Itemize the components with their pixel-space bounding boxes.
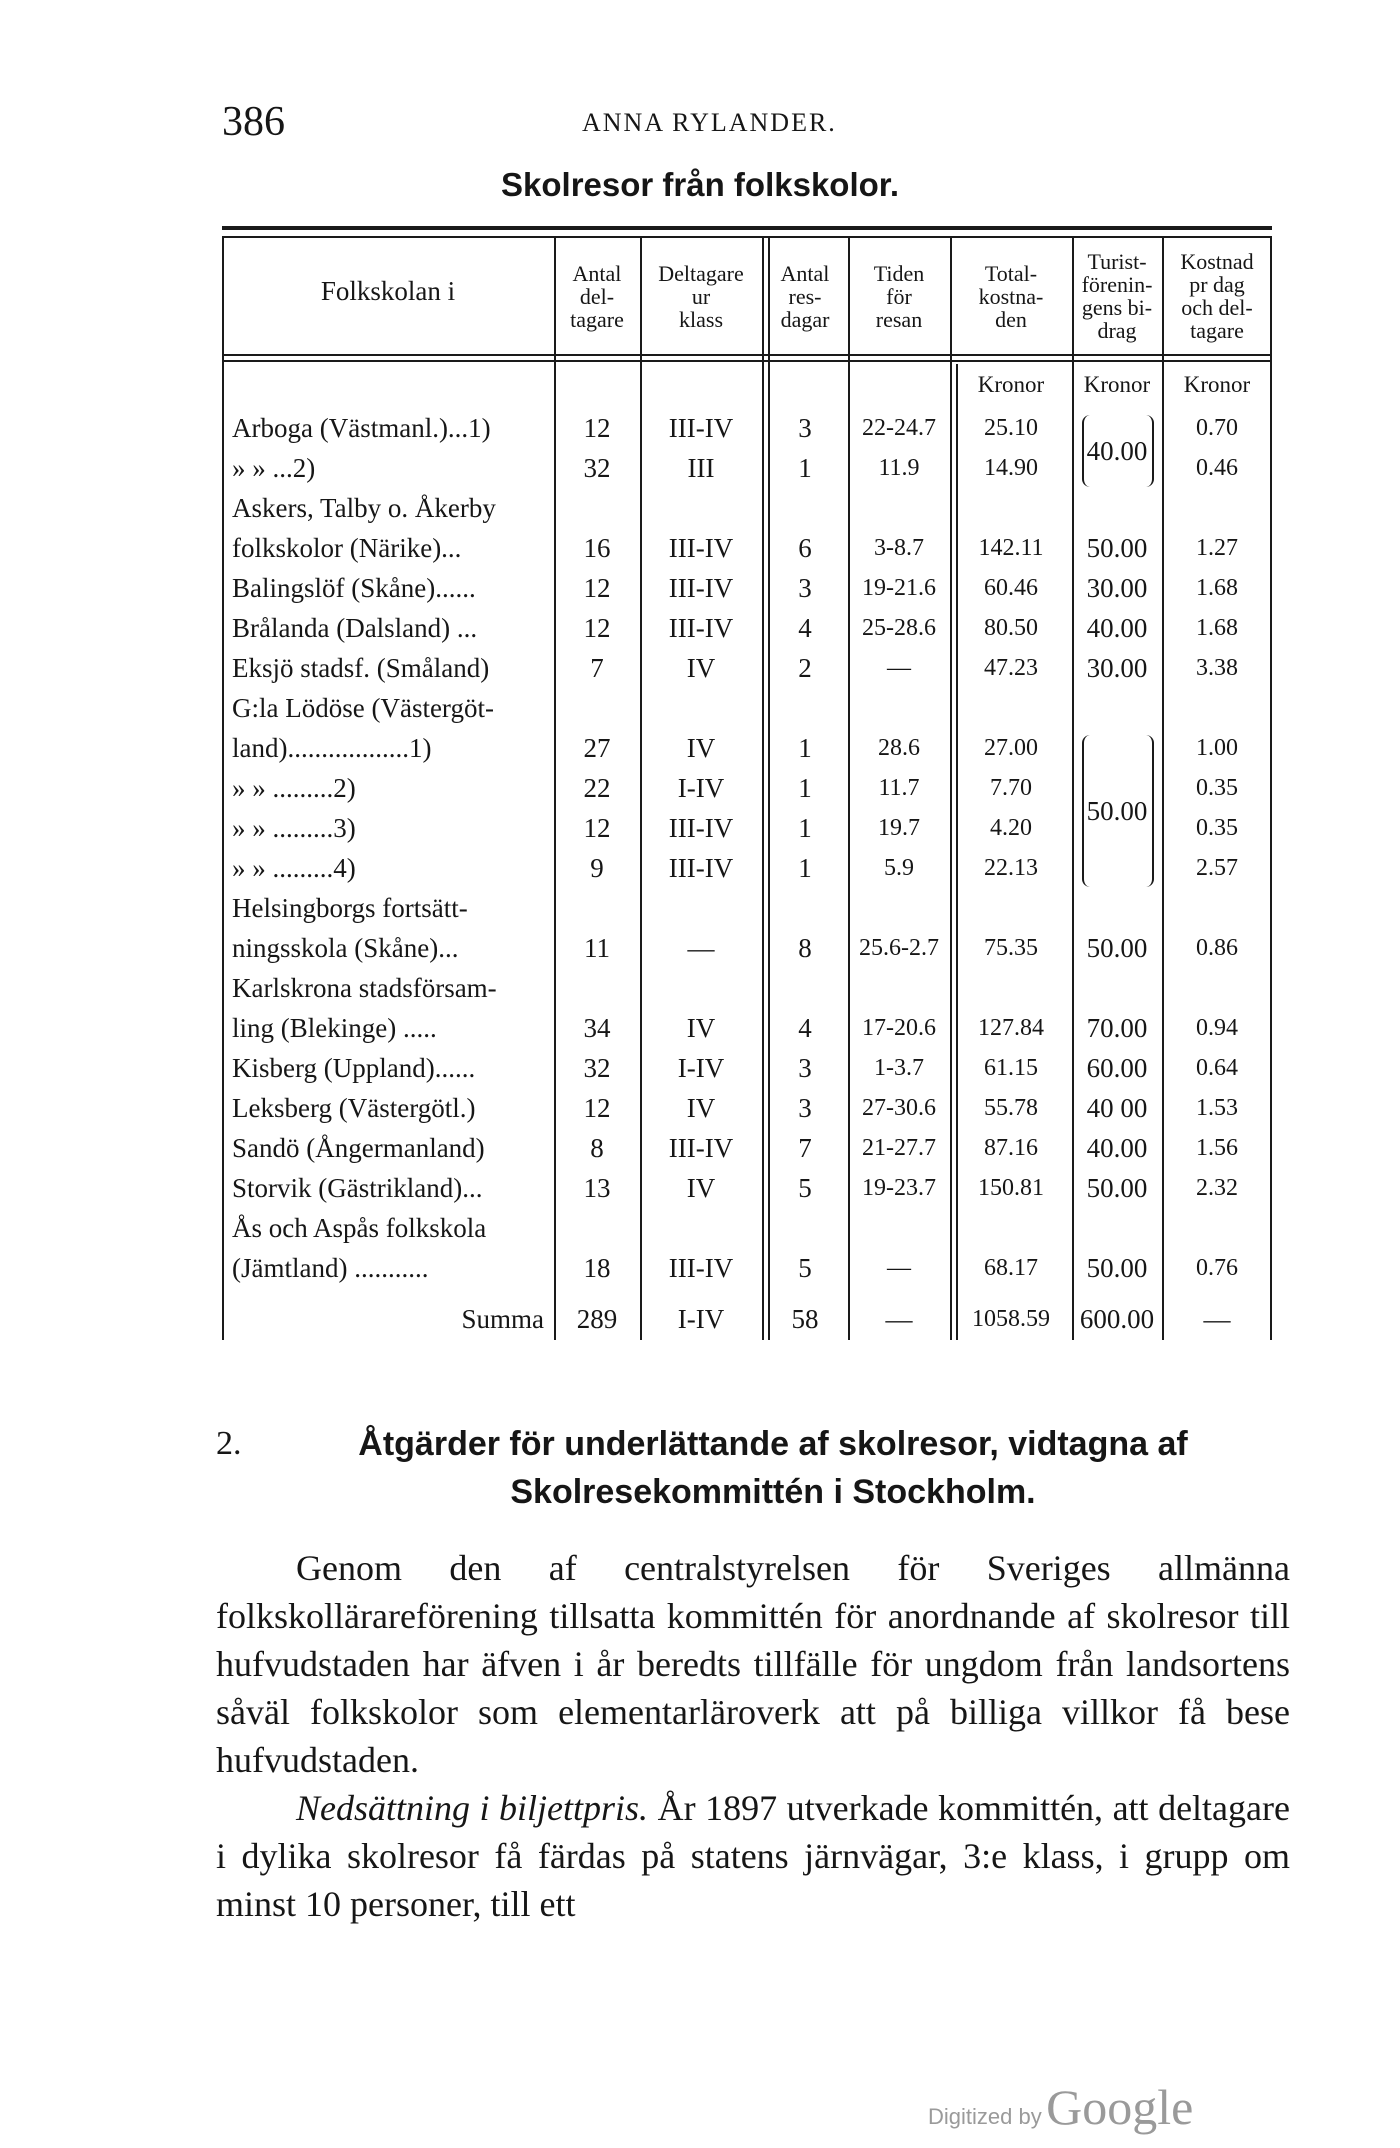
cell-tiden: 3-8.7	[874, 535, 924, 561]
school-name: Balingslöf (Skåne)......	[232, 573, 476, 603]
cell-antal: 13	[583, 1173, 611, 1203]
cell-total: 68.17	[984, 1255, 1038, 1281]
cell-dagar: 3	[798, 573, 812, 603]
section-heading	[216, 1420, 1290, 1516]
cell-tiden: 22-24.7	[862, 415, 936, 441]
cell-tiden: 21-27.7	[862, 1135, 936, 1161]
cell-klass: III-IV	[668, 813, 734, 843]
cell-kostnad: 1.68	[1196, 615, 1238, 641]
brace-right	[1142, 735, 1154, 887]
cell-total: 142.11	[978, 535, 1044, 561]
cell-kostnad: 1.56	[1196, 1135, 1238, 1161]
column-header: Folkskolan i	[320, 276, 456, 306]
header-bottom-rule	[222, 354, 1272, 356]
cell-dagar: 6	[798, 533, 812, 563]
cell-total: 87.16	[984, 1135, 1038, 1161]
cell-klass: III-IV	[668, 853, 734, 883]
cell-klass: III-IV	[668, 533, 734, 563]
cell-klass: IV	[686, 653, 716, 683]
school-name: Storvik (Gästrikland)...	[232, 1173, 483, 1203]
cell-total: 127.84	[978, 1015, 1044, 1041]
header-bottom-rule-2	[222, 360, 1272, 362]
cell-antal: 12	[583, 1093, 611, 1123]
cell-klass: IV	[686, 1093, 716, 1123]
cell-total: 61.15	[984, 1055, 1038, 1081]
school-name: ling (Blekinge) .....	[232, 1013, 437, 1043]
cell-kostnad: 0.46	[1196, 455, 1238, 481]
summary-klass: I-IV	[677, 1304, 725, 1334]
school-name: Kisberg (Uppland)......	[232, 1053, 476, 1083]
cell-total: 22.13	[984, 855, 1038, 881]
school-name: Brålanda (Dalsland) ...	[232, 613, 478, 643]
cell-dagar: 3	[798, 1053, 812, 1083]
cell-kostnad: 0.76	[1196, 1255, 1238, 1281]
section-number: 2.	[216, 1425, 242, 1462]
cell-antal: 27	[583, 733, 611, 763]
cell-klass: —	[687, 933, 715, 963]
cell-tiden: 17-20.6	[862, 1015, 936, 1041]
cell-dagar: 4	[798, 613, 812, 643]
cell-total: 25.10	[984, 415, 1038, 441]
cell-dagar: 1	[798, 773, 812, 803]
table-title: Skolresor från folkskolor.	[501, 166, 899, 203]
paragraph-2-lead: Nedsättning i biljettpris.	[296, 1788, 649, 1828]
cell-bidrag: 50.00	[1086, 933, 1148, 963]
unit-label: Kronor	[977, 372, 1045, 397]
cell-tiden: 19-21.6	[862, 575, 936, 601]
running-head: ANNA RYLANDER.	[582, 108, 837, 137]
cell-bidrag: 30.00	[1086, 653, 1148, 683]
cell-kostnad: 2.57	[1196, 855, 1238, 881]
cell-tiden: 11.9	[878, 455, 920, 481]
cell-kostnad: 0.35	[1196, 815, 1238, 841]
cell-total: 150.81	[978, 1175, 1044, 1201]
cell-antal: 12	[583, 613, 611, 643]
cell-tiden: 11.7	[878, 775, 920, 801]
school-name: ningsskola (Skåne)...	[232, 933, 459, 963]
cell-total: 14.90	[984, 455, 1038, 481]
brace-right	[1142, 415, 1154, 487]
cell-antal: 12	[583, 413, 611, 443]
table-top-rule	[222, 226, 1272, 230]
summary-bidrag: 600.00	[1079, 1304, 1155, 1334]
column-header: Tiden för resan	[873, 261, 925, 332]
school-name: » » .........4)	[232, 853, 356, 883]
digitized-watermark	[928, 2078, 1193, 2136]
paragraph-2-text: År 1897 utverkade kommittén, att deltagare i dylika skolresor få färdas på statens järnvägar, 3:e klass, i grupp om minst 10 personer, till ett	[216, 1788, 1290, 1924]
cell-dagar: 5	[798, 1173, 812, 1203]
school-name: » » .........3)	[232, 813, 356, 843]
cell-tiden: —	[887, 655, 911, 681]
cell-bidrag: 40.00	[1086, 613, 1148, 643]
cell-bidrag: 50.00	[1086, 533, 1148, 563]
cell-dagar: 1	[798, 453, 812, 483]
summary-label: Summa	[461, 1304, 544, 1334]
unit-label: Kronor	[1083, 372, 1151, 397]
unit-label: Kronor	[1183, 372, 1251, 397]
cell-bidrag: 60.00	[1086, 1053, 1148, 1083]
cell-dagar: 5	[798, 1253, 812, 1283]
cell-antal: 12	[583, 813, 611, 843]
body-text	[216, 1544, 1290, 1928]
cell-antal: 9	[590, 853, 604, 883]
google-logo: Google	[1046, 2079, 1194, 2135]
cell-klass: III-IV	[668, 613, 734, 643]
cell-bidrag: 50.00	[1086, 1253, 1148, 1283]
school-name: land)..................1)	[232, 733, 432, 763]
cell-tiden: 5.9	[884, 855, 914, 881]
column-header: Kostnad pr dag och del- tagare	[1180, 249, 1254, 343]
cell-total: 60.46	[984, 575, 1038, 601]
cell-tiden: —	[887, 1255, 911, 1281]
cell-dagar: 1	[798, 733, 812, 763]
cell-antal: 8	[590, 1133, 604, 1163]
column-header: Deltagare ur klass	[658, 261, 744, 332]
school-name: folkskolor (Närike)...	[232, 533, 462, 563]
cell-tiden: 1-3.7	[874, 1055, 924, 1081]
cell-klass: III-IV	[668, 1133, 734, 1163]
cell-dagar: 7	[798, 1133, 812, 1163]
paragraph-2	[216, 1784, 1290, 1928]
cell-dagar: 8	[798, 933, 812, 963]
cell-dagar: 3	[798, 1093, 812, 1123]
cell-dagar: 1	[798, 853, 812, 883]
cell-bidrag: 40 00	[1086, 1093, 1148, 1123]
cell-bidrag: 50.00	[1086, 1173, 1148, 1203]
cell-dagar: 1	[798, 813, 812, 843]
summary-total: 1058.59	[972, 1306, 1050, 1332]
cell-kostnad: 0.94	[1196, 1015, 1238, 1041]
cell-kostnad: 2.32	[1196, 1175, 1238, 1201]
cell-bidrag: 40.00	[1086, 1133, 1148, 1163]
table-top-rule-2	[222, 236, 1272, 238]
brace-left	[1082, 415, 1094, 487]
cell-dagar: 4	[798, 1013, 812, 1043]
cell-total: 27.00	[984, 735, 1038, 761]
summary-antal: 289	[576, 1304, 618, 1334]
cell-kostnad: 1.27	[1196, 535, 1238, 561]
cell-tiden: 25-28.6	[862, 615, 936, 641]
cell-antal: 32	[583, 453, 611, 483]
cell-kostnad: 3.38	[1196, 655, 1238, 681]
summary-dagar: 58	[791, 1304, 819, 1334]
school-name: Sandö (Ångermanland)	[232, 1133, 485, 1163]
cell-antal: 7	[590, 653, 604, 683]
cell-tiden: 28.6	[878, 735, 920, 761]
school-name: Karlskrona stadsförsam-	[232, 973, 497, 1003]
cell-kostnad: 1.68	[1196, 575, 1238, 601]
cell-bidrag: 30.00	[1086, 573, 1148, 603]
column-header: Total- kostna- den	[978, 261, 1044, 332]
table-left-rule	[222, 238, 224, 1340]
cell-antal: 11	[584, 933, 610, 963]
column-header: Antal del- tagare	[570, 261, 624, 332]
cell-tiden: 19-23.7	[862, 1175, 936, 1201]
school-name: Helsingborgs fortsätt-	[232, 893, 468, 923]
cell-klass: I-IV	[677, 773, 725, 803]
cell-total: 55.78	[984, 1095, 1038, 1121]
cell-bidrag: 70.00	[1086, 1013, 1148, 1043]
school-name: Ås och Aspås folkskola	[232, 1213, 487, 1243]
column-header: Antal res- dagar	[780, 261, 830, 332]
cell-klass: III-IV	[668, 413, 734, 443]
cell-antal: 32	[583, 1053, 611, 1083]
cell-klass: IV	[686, 1173, 716, 1203]
cell-klass: IV	[686, 1013, 716, 1043]
cell-klass: IV	[686, 733, 716, 763]
merged-bidrag: 40.00	[1086, 436, 1148, 466]
merged-bidrag: 50.00	[1086, 796, 1148, 826]
school-name: Leksberg (Västergötl.)	[232, 1093, 476, 1123]
paragraph-1: Genom den af centralstyrelsen för Sveriges allmänna folkskollärareförening tillsatta kommittén för anordnande af skolresor till hufvudstaden har äfven i år beredts tillfälle för ungdom från landsortens såväl folkskolor som elementarläroverk att på billiga villkor få bese hufvudstaden.	[216, 1548, 1290, 1780]
school-name: Eksjö stadsf. (Småland)	[232, 653, 490, 683]
cell-kostnad: 1.53	[1196, 1095, 1238, 1121]
cell-klass: III-IV	[668, 1253, 734, 1283]
cell-kostnad: 0.70	[1196, 415, 1238, 441]
cell-tiden: 19.7	[878, 815, 920, 841]
cell-total: 47.23	[984, 655, 1038, 681]
school-name: G:la Lödöse (Västergöt-	[232, 693, 494, 723]
cell-antal: 18	[583, 1253, 611, 1283]
cell-klass: III-IV	[668, 573, 734, 603]
summary-tiden: —	[885, 1304, 913, 1334]
cell-total: 7.70	[990, 775, 1032, 801]
cell-kostnad: 0.35	[1196, 775, 1238, 801]
cell-dagar: 3	[798, 413, 812, 443]
cell-tiden: 27-30.6	[862, 1095, 936, 1121]
cell-kostnad: 0.64	[1196, 1055, 1238, 1081]
cell-klass: III	[687, 453, 715, 483]
cell-total: 80.50	[984, 615, 1038, 641]
section-title: Åtgärder för underlättande af skolresor, vidtagna af Skolresekommittén i Stockholm.	[358, 1425, 1188, 1511]
school-name: (Jämtland) ...........	[232, 1253, 429, 1283]
school-name: Askers, Talby o. Åkerby	[232, 493, 496, 523]
school-name: » » .........2)	[232, 773, 356, 803]
cell-antal: 12	[583, 573, 611, 603]
cell-kostnad: 0.86	[1196, 935, 1238, 961]
cell-tiden: 25.6-2.7	[859, 935, 939, 961]
brace-left	[1082, 735, 1094, 887]
digitized-prefix: Digitized by	[928, 2104, 1042, 2129]
cell-total: 4.20	[990, 815, 1032, 841]
column-header: Turist- förenin- gens bi- drag	[1081, 249, 1153, 343]
cell-dagar: 2	[798, 653, 812, 683]
cell-kostnad: 1.00	[1196, 735, 1238, 761]
summary-kostnad: —	[1203, 1304, 1231, 1334]
cell-klass: I-IV	[677, 1053, 725, 1083]
cell-antal: 34	[583, 1013, 611, 1043]
school-name: Arboga (Västmanl.)...1)	[232, 413, 491, 443]
cell-total: 75.35	[984, 935, 1038, 961]
cell-antal: 16	[583, 533, 611, 563]
school-name: » » ...2)	[232, 453, 316, 483]
page-number: 386	[222, 99, 285, 145]
cell-antal: 22	[583, 773, 611, 803]
